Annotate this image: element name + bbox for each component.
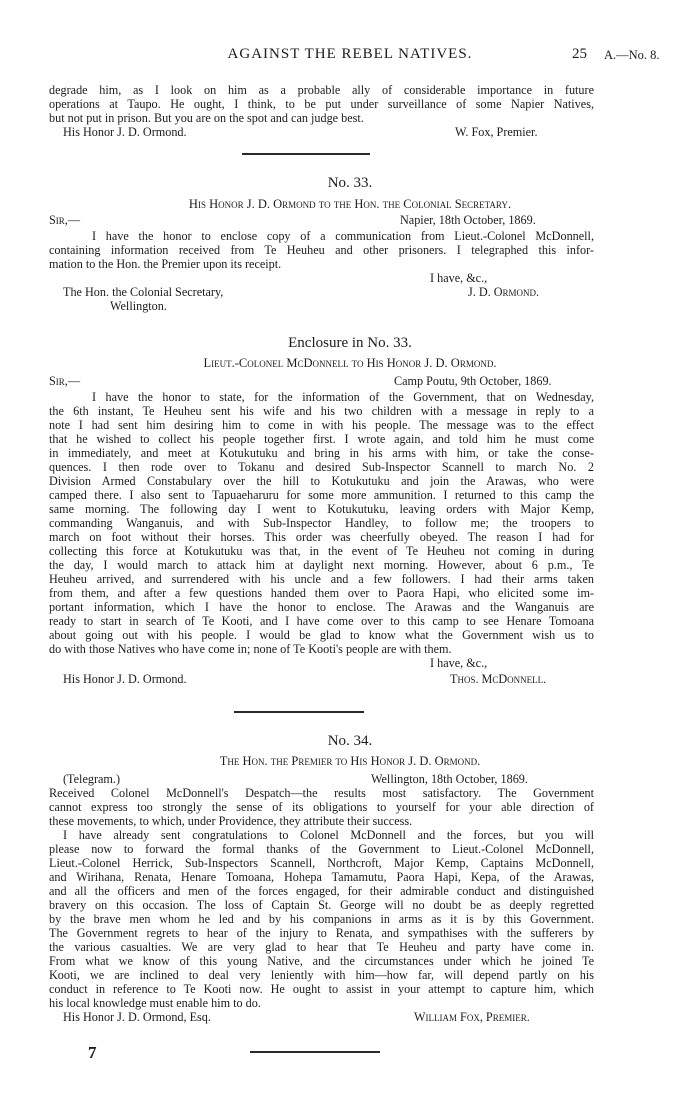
text-line: note I had sent him desiring him to come in with his people. The message was to the effect <box>49 418 594 432</box>
enclosure-signature: Thos. McDonnell. <box>450 672 547 686</box>
text-line: same morning. The following day I went to Kotukutuku, leaving orders with Major Kemp, <box>49 502 594 516</box>
top-addressee: His Honor J. D. Ormond. <box>63 125 187 139</box>
text-line: I have the honor to state, for the information of the Government, that on Wednesday, <box>92 390 594 404</box>
text-line: ready to start in search of Te Kooti, and I have come over to this camp to see Henare Tomoana <box>49 614 594 628</box>
no33-signature: J. D. Ormond. <box>468 285 540 299</box>
text-line: Received Colonel McDonnell's Despatch—the results most satisfactory. The Government <box>49 786 594 800</box>
enclosure-subheading: Lieut.-Colonel McDonnell to His Honor J. D. Ormond. <box>203 356 497 370</box>
text-line: from them, and after a few questions handed them over to Paora Hapi, who elicited some im- <box>49 586 594 600</box>
no33-addressee-city: Wellington. <box>110 299 167 313</box>
text-line: these movements, to which, under Providence, they attribute their success. <box>49 814 413 828</box>
top-signature: W. Fox, Premier. <box>455 125 538 139</box>
text-line: by the brave men whom he led and by his companions in arms as it is by this Government. <box>49 912 594 926</box>
enclosure-dateline: Camp Poutu, 9th October, 1869. <box>394 374 552 388</box>
section-divider <box>250 1051 380 1053</box>
no33-subheading: His Honor J. D. Ormond to the Hon. the Colonial Secretary. <box>188 197 512 211</box>
text-line: containing information received from Te Heuheu and other prisoners. I telegraphed this infor- <box>49 243 594 257</box>
page-number: 25 <box>572 46 587 62</box>
text-line: the 6th instant, Te Heuheu sent his wife and his two children with a message in reply to a <box>49 404 594 418</box>
text-line: in immediately, and meet at Kotukutuku and bring in his arms with him, or take the conse- <box>49 446 594 460</box>
text-line: his local knowledge must enable him to do. <box>49 996 261 1010</box>
text-line: commanding Wanganuis, and with Sub-Inspector Handley, to follow me; the troopers to <box>49 516 594 530</box>
text-line: mation to the Hon. the Premier upon its receipt. <box>49 257 282 271</box>
text-line: the day, I would march to attack him at daylight next morning. However, about 6 p.m., Te <box>49 558 594 572</box>
text-line: quences. I then rode over to Tokanu and desired Sub-Inspector Scannell to march No. 2 <box>49 460 594 474</box>
text-line: I have already sent congratulations to Colonel McDonnell and the forces, but you will <box>63 828 594 842</box>
text-line: and all the officers and men of the forces engaged, for their admirable conduct and distinguished <box>49 884 594 898</box>
text-line: Heuheu arrived, and surrendered with his uncle and a few followers. I had their arms taken <box>49 572 594 586</box>
text-line: do with those Natives who have come in; none of Te Kooti's people are with them. <box>49 642 452 656</box>
text-line: and Wirihana, Renata, Henare Tomoana, Hohepa Tamamutu, Paora Hapi, Kepa, of the Arawas, <box>49 870 594 884</box>
text-line: cannot express too strongly the sense of its obligations to yourself for your able direction of <box>49 800 594 814</box>
text-line: operations at Taupo. He ought, I think, to be put under surveillance of some Napier Natives, <box>49 97 594 111</box>
text-line: Division Armed Constabulary over the hill to Kotukutuku and join the Arawas, who were <box>49 474 594 488</box>
no34-addressee: His Honor J. D. Ormond, Esq. <box>63 1010 211 1024</box>
no34-signature-text: William Fox, Premier. <box>414 1010 530 1024</box>
no34-signature <box>414 1010 530 1025</box>
text-line: From what we know of this young Native, and the circumstances under which he joined Te <box>49 954 594 968</box>
enclosure-closing: I have, &c., <box>430 656 488 670</box>
text-line: The Government regrets to hear of the injury to Renata, and sympathises with the sufferers by <box>49 926 594 940</box>
text-line: portant information, which I have the honor to enclose. The Arawas and the Wanganuis are <box>49 600 594 614</box>
text-line: please now to forward the formal thanks of the Government to Lieut.-Colonel McDonnell, <box>49 842 594 856</box>
section-divider <box>234 711 364 713</box>
text-line: about going out with his people. I would be glad to know what the Government wish us to <box>49 628 594 642</box>
text-line: that he wished to collect his people together first. I wrote again, and told him he must come <box>49 432 594 446</box>
text-line: the various casualties. We are very glad to hear that Te Heuheu and party have come in. <box>49 940 594 954</box>
text-line: but not put in prison. But you are on the spot and can judge best. <box>49 111 364 125</box>
text-line: bravery on this occasion. The loss of Captain St. George will no doubt be as deeply regretted <box>49 898 594 912</box>
no34-dateline: Wellington, 18th October, 1869. <box>371 772 528 786</box>
page-title: AGAINST THE REBEL NATIVES. <box>227 46 473 62</box>
text-line: Lieut.-Colonel Herrick, Sub-Inspectors Scannell, Northcroft, Major Kemp, Captains McDonnell, <box>49 856 594 870</box>
text-line: conduct in reference to Te Kooti now. He ought to assist in your attempt to capture him, which <box>49 982 594 996</box>
text-line: collecting this force at Kotukutuku was that, in the event of Te Heuheu not coming in during <box>49 544 594 558</box>
text-line: degrade him, as I look on him as a probable ally of considerable importance in future <box>49 83 594 97</box>
section-divider <box>242 153 370 155</box>
text-line: I have the honor to enclose copy of a communication from Lieut.-Colonel McDonnell, <box>92 229 594 243</box>
no33-salutation: Sir,— <box>49 213 81 227</box>
no34-telegram-label: (Telegram.) <box>63 772 121 786</box>
text-line: Kooti, we are inclined to deal very leniently with him—how far, will depend partly on his <box>49 968 594 982</box>
no33-dateline: Napier, 18th October, 1869. <box>400 213 536 227</box>
enclosure-heading: Enclosure in No. 33. <box>288 335 412 351</box>
text-line: camped there. I also sent to Tapuaeharuru for some more ammunition. I returned to this camp the <box>49 488 594 502</box>
enclosure-addressee: His Honor J. D. Ormond. <box>63 672 187 686</box>
document-reference: A.—No. 8. <box>604 48 660 62</box>
no33-heading: No. 33. <box>327 175 373 191</box>
no34-subheading: The Hon. the Premier to His Honor J. D. Ormond. <box>219 754 481 768</box>
signature-mark: 7 <box>88 1043 97 1062</box>
no33-addressee: The Hon. the Colonial Secretary, <box>63 285 224 299</box>
enclosure-salutation: Sir,— <box>49 374 81 388</box>
no34-heading: No. 34. <box>327 733 373 749</box>
no33-closing: I have, &c., <box>430 271 488 285</box>
text-line: march on foot without their horses. This order was cheerfully obeyed. The reason I had for <box>49 530 594 544</box>
